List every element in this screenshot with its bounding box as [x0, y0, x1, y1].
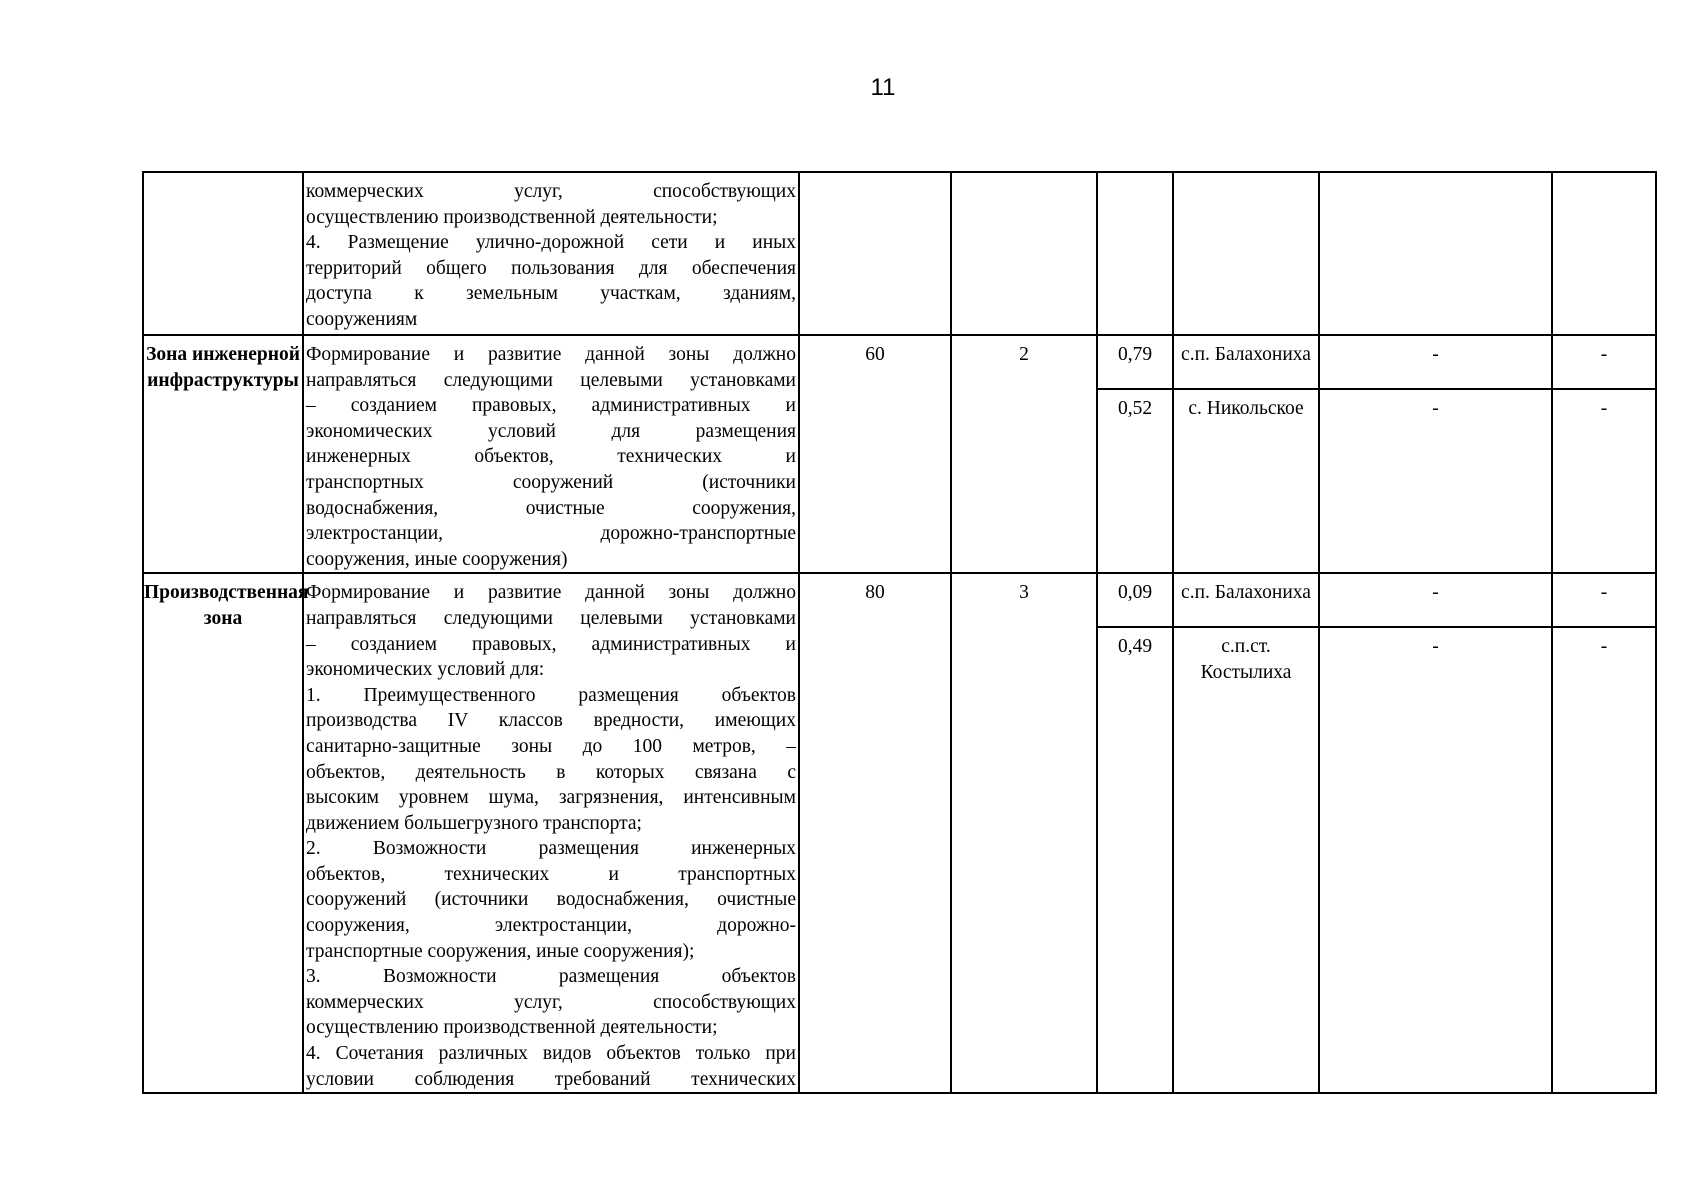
col7-cell: - — [1319, 389, 1552, 573]
col7-cell: - — [1319, 335, 1552, 389]
col8-cell: - — [1552, 335, 1656, 389]
zone-cell: Производственная зона — [143, 573, 303, 1093]
place-cell: с.п.ст. Костылиха — [1173, 627, 1319, 1093]
zones-table — [142, 171, 1657, 1094]
value-b-cell: 3 — [951, 573, 1097, 1093]
value-a-cell — [799, 172, 951, 335]
description-cell: коммерческих услуг, способствующих осуществлению производственной деятельности; 4. Размещение улично-дорожной сети и иных территорий общего пользования для обеспечения доступа к земельным участкам, зданиям, сооружениям — [303, 172, 799, 335]
table-row — [143, 573, 1656, 627]
col7-cell — [1319, 172, 1552, 335]
table-row — [143, 172, 1656, 335]
area-cell: 0,09 — [1097, 573, 1173, 627]
place-cell — [1173, 172, 1319, 335]
description-cell: Формирование и развитие данной зоны должно направляться следующими целевыми установками – созданием правовых, административных и экономических условий для: 1. Преимущественного размещения объектов производства IV классов вредности, имеющих санитарно-защитные зоны до 100 метров, – объектов, деятельность в которых связана с высоким уровнем шума, загрязнения, интенсивным движением большегрузного транспорта; 2. Возможности размещения инженерных объектов, технических и транспортных сооружений (источники водоснабжения, очистные сооружения, электростанции, дорожно- транспортные сооружения, иные сооружения); 3. Возможности размещения объектов коммерческих услуг, способствующих осуществлению производственной деятельности; 4. Сочетания различных видов объектов только при условии соблюдения требований технических — [303, 573, 799, 1093]
place-cell: с.п. Балахониха — [1173, 335, 1319, 389]
col8-cell: - — [1552, 389, 1656, 573]
table-row — [143, 335, 1656, 389]
description-cell: Формирование и развитие данной зоны должно направляться следующими целевыми установками – созданием правовых, административных и экономических условий для размещения инженерных объектов, технических и транспортных сооружений (источники водоснабжения, очистные сооружения, электростанции, дорожно-транспортные сооружения, иные сооружения) — [303, 335, 799, 573]
area-cell: 0,79 — [1097, 335, 1173, 389]
zone-cell: Зона инженерной инфраструктуры — [143, 335, 303, 573]
area-cell — [1097, 172, 1173, 335]
zone-cell — [143, 172, 303, 335]
page-number: 11 — [870, 74, 896, 101]
area-cell: 0,52 — [1097, 389, 1173, 573]
col8-cell: - — [1552, 573, 1656, 627]
col8-cell — [1552, 172, 1656, 335]
col7-cell: - — [1319, 627, 1552, 1093]
place-cell: с.п. Балахониха — [1173, 573, 1319, 627]
area-cell: 0,49 — [1097, 627, 1173, 1093]
value-b-cell: 2 — [951, 335, 1097, 573]
col7-cell: - — [1319, 573, 1552, 627]
place-cell: с. Никольское — [1173, 389, 1319, 573]
value-b-cell — [951, 172, 1097, 335]
value-a-cell: 80 — [799, 573, 951, 1093]
value-a-cell: 60 — [799, 335, 951, 573]
col8-cell: - — [1552, 627, 1656, 1093]
